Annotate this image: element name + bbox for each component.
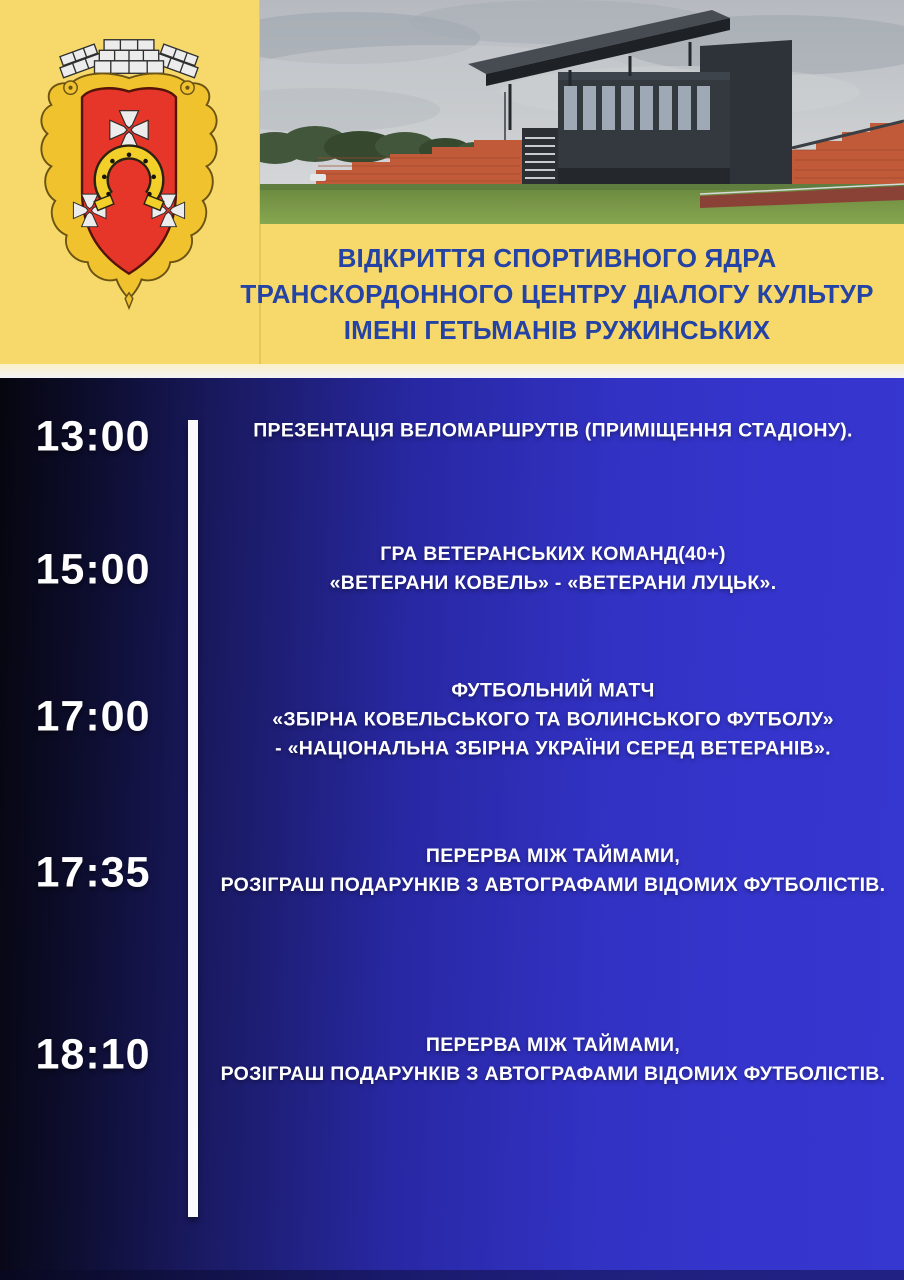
schedule-time: 18:10 bbox=[35, 1030, 151, 1079]
schedule-entry-line: - «НАЦІОНАЛЬНА ЗБІРНА УКРАЇНИ СЕРЕД ВЕТЕРАНІВ». bbox=[275, 737, 831, 760]
schedule-time: 17:00 bbox=[35, 692, 151, 741]
schedule-time: 15:00 bbox=[35, 545, 151, 594]
schedule-entry-line: РОЗІГРАШ ПОДАРУНКІВ З АВТОГРАФАМИ ВІДОМИХ ФУТБОЛІСТІВ. bbox=[220, 1063, 886, 1085]
schedule-time: 17:35 bbox=[35, 848, 151, 897]
timeline-bar bbox=[188, 420, 198, 1217]
schedule-entry-line: «ВЕТЕРАНИ КОВЕЛЬ» - «ВЕТЕРАНИ ЛУЦЬК». bbox=[329, 572, 777, 594]
parked-car bbox=[310, 174, 326, 181]
schedule-section bbox=[0, 378, 904, 1280]
poster-title-line: ВІДКРИТТЯ СПОРТИВНОГО ЯДРА bbox=[337, 243, 777, 273]
schedule-time: 13:00 bbox=[35, 412, 151, 461]
mural-crown-icon bbox=[56, 40, 201, 78]
schedule-entry-line: ПРЕЗЕНТАЦІЯ ВЕЛОМАРШРУТІВ (ПРИМІЩЕННЯ СТАДІОНУ). bbox=[253, 419, 853, 442]
schedule-entry-line: РОЗІГРАШ ПОДАРУНКІВ З АВТОГРАФАМИ ВІДОМИХ ФУТБОЛІСТІВ. bbox=[220, 874, 886, 896]
schedule-entry-line: «ЗБІРНА КОВЕЛЬСЬКОГО ТА ВОЛИНСЬКОГО ФУТБОЛУ» bbox=[272, 708, 834, 731]
schedule-entry bbox=[212, 417, 894, 446]
schedule-entry bbox=[212, 540, 894, 598]
schedule-entry-line: ФУТБОЛЬНИЙ МАТЧ bbox=[451, 679, 655, 702]
poster-title-line: ІМЕНІ ГЕТЬМАНІВ РУЖИНСЬКИХ bbox=[343, 315, 771, 345]
schedule-entry-line: ПЕРЕРВА МІЖ ТАЙМАМИ, bbox=[425, 845, 681, 867]
schedule-entry bbox=[212, 677, 894, 764]
schedule-entry-line: ГРА ВЕТЕРАНСЬКИХ КОМАНД(40+) bbox=[380, 543, 726, 565]
schedule-entry bbox=[212, 842, 894, 900]
title-band bbox=[210, 224, 904, 364]
schedule-entry-line: ПЕРЕРВА МІЖ ТАЙМАМИ, bbox=[425, 1034, 681, 1056]
grandstand bbox=[558, 72, 730, 184]
schedule-entry bbox=[212, 1031, 894, 1089]
divider-strip bbox=[0, 364, 904, 378]
poster-title-line: ТРАНСКОРДОННОГО ЦЕНТРУ ДІАЛОГУ КУЛЬТУР bbox=[240, 279, 874, 309]
stadium-photo bbox=[260, 0, 904, 224]
kovel-coat-of-arms-icon bbox=[26, 34, 232, 312]
